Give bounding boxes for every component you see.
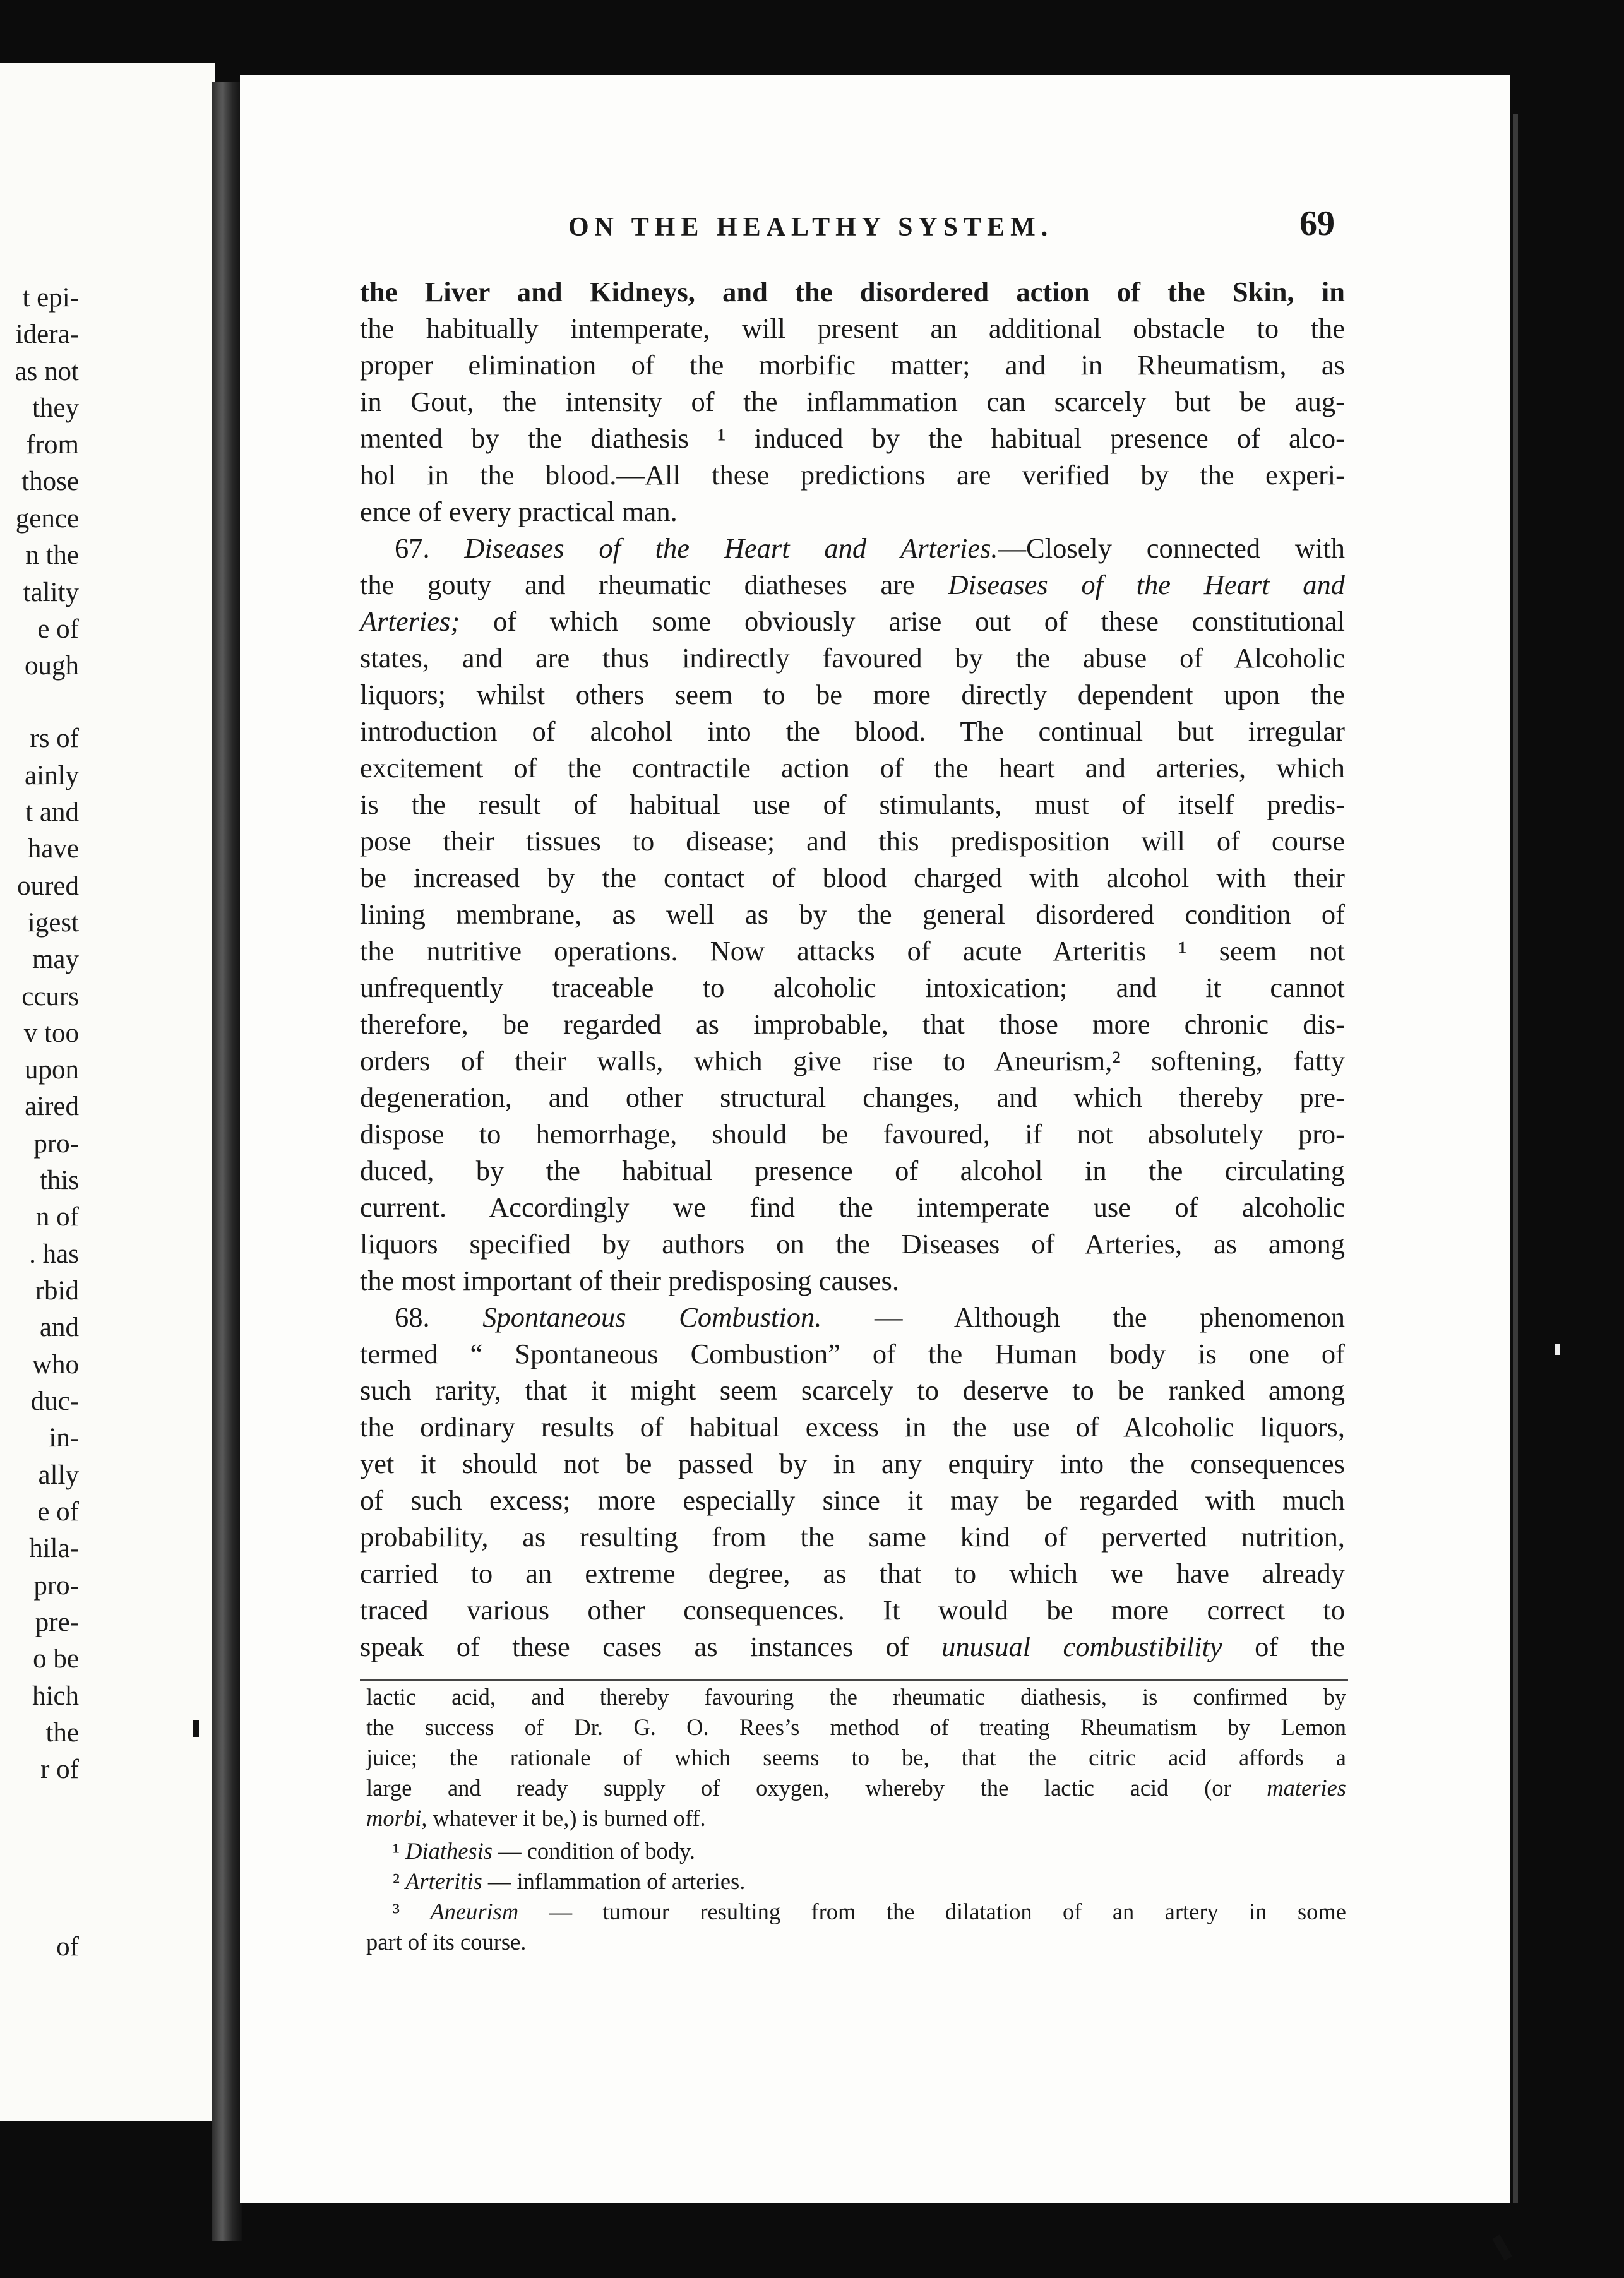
running-head: ON THE HEALTHY SYSTEM. — [568, 213, 1054, 242]
body-line: Arteries; of which some obviously arise out of these constitutional — [360, 605, 1345, 637]
left-page-line: rs of — [30, 724, 79, 753]
body-line: excitement of the contractile action of the heart and arteries, which — [360, 752, 1345, 784]
left-page-line: this — [39, 1166, 79, 1195]
left-page-line: duc- — [30, 1386, 79, 1416]
body-line: the Liver and Kidneys, and the disordered action of the Skin, in — [360, 276, 1345, 307]
page-edge — [1513, 114, 1518, 2203]
footnote-divider — [360, 1679, 1348, 1681]
left-page-line: have — [27, 834, 79, 864]
left-page-line: hila- — [29, 1534, 79, 1563]
footnote-line: ³ Aneurism — tumour resulting from the dilatation of an artery in some — [393, 1899, 1346, 1924]
body-line: duced, by the habitual presence of alcohol in the circulating — [360, 1155, 1345, 1186]
left-page-line: o be — [33, 1644, 79, 1674]
left-page-line: hich — [32, 1681, 79, 1711]
footnote-line: part of its course. — [366, 1929, 527, 1955]
left-page-line: n of — [35, 1202, 79, 1232]
book-gutter — [212, 82, 242, 2241]
left-page-line: gence — [15, 504, 79, 534]
body-line: the nutritive operations. Now attacks of acute Arteritis ¹ seem not — [360, 935, 1345, 967]
body-line: liquors specified by authors on the Diseases of Arteries, as among — [360, 1228, 1345, 1260]
body-line: in Gout, the intensity of the inflammation can scarcely but be aug- — [360, 386, 1345, 417]
left-page-line: v too — [23, 1018, 79, 1048]
left-page-line: igest — [27, 908, 79, 938]
left-page-line: those — [21, 467, 79, 496]
footnote-line: large and ready supply of oxygen, whereby the lactic acid (or materies — [366, 1775, 1346, 1801]
page-number: 69 — [1299, 204, 1335, 243]
body-line: 67. Diseases of the Heart and Arteries.—Closely connected with — [395, 532, 1345, 564]
left-page-line: who — [32, 1350, 79, 1380]
left-page-line: n the — [25, 540, 79, 570]
left-page-line: . has — [29, 1239, 79, 1269]
left-page-line: idera- — [15, 319, 79, 349]
body-line: lining membrane, as well as by the general disordered condition of — [360, 898, 1345, 930]
footnote-line: the success of Dr. G. O. Rees’s method of treating Rheumatism by Lemon — [366, 1714, 1346, 1740]
body-line: current. Accordingly we find the intemperate use of alcoholic — [360, 1191, 1345, 1223]
left-page-line: r of — [40, 1755, 79, 1784]
scan-speck — [193, 1720, 199, 1737]
left-page-line: they — [32, 393, 79, 423]
left-page-line: the — [45, 1718, 79, 1748]
left-page-line: ough — [25, 651, 79, 681]
left-page-line: in- — [49, 1423, 79, 1453]
body-line: proper elimination of the morbific matter; and in Rheumatism, as — [360, 349, 1345, 381]
body-line: termed “ Spontaneous Combustion” of the Human body is one of — [360, 1338, 1345, 1369]
left-page-line: of — [56, 1932, 79, 1962]
body-line: carried to an extreme degree, as that to which we have already — [360, 1558, 1345, 1589]
body-line: the habitually intemperate, will present an additional obstacle to the — [360, 313, 1345, 344]
body-line: degeneration, and other structural changes, and which thereby pre- — [360, 1082, 1345, 1113]
left-page-line: tality — [23, 578, 79, 607]
body-line: states, and are thus indirectly favoured by the abuse of Alcoholic — [360, 642, 1345, 674]
body-line: traced various other consequences. It would be more correct to — [360, 1594, 1345, 1626]
body-line: the most important of their predisposing causes. — [360, 1265, 899, 1296]
left-page-line: and — [39, 1313, 79, 1342]
scan-speck — [1555, 1344, 1560, 1355]
body-line: pose their tissues to disease; and this predisposition will of course — [360, 825, 1345, 857]
scan-speck — [1492, 2234, 1512, 2261]
body-line: the gouty and rheumatic diatheses are Diseases of the Heart and — [360, 569, 1345, 600]
body-line: introduction of alcohol into the blood. The continual but irregular — [360, 715, 1345, 747]
body-line: yet it should not be passed by in any enquiry into the consequences — [360, 1448, 1345, 1479]
body-line: probability, as resulting from the same kind of perverted nutrition, — [360, 1521, 1345, 1553]
body-line: orders of their walls, which give rise to Aneurism,² softening, fatty — [360, 1045, 1345, 1076]
body-line: unfrequently traceable to alcoholic intoxication; and it cannot — [360, 972, 1345, 1003]
left-page-line: as not — [15, 357, 79, 386]
body-line: such rarity, that it might seem scarcely to deserve to be ranked among — [360, 1375, 1345, 1406]
body-line: therefore, be regarded as improbable, that those more chronic dis- — [360, 1008, 1345, 1040]
body-line: the ordinary results of habitual excess in the use of Alcoholic liquors, — [360, 1411, 1345, 1443]
body-line: hol in the blood.—All these predictions are verified by the experi- — [360, 459, 1345, 491]
left-page-line: ally — [38, 1460, 79, 1490]
left-page-line: oured — [17, 871, 79, 901]
left-page-line: pro- — [33, 1129, 79, 1159]
left-page-line: ccurs — [21, 982, 79, 1011]
left-page-line: may — [32, 945, 79, 974]
left-page-line: upon — [25, 1055, 79, 1085]
footnote-line: lactic acid, and thereby favouring the rheumatic diathesis, is confirmed by — [366, 1684, 1346, 1710]
body-line: speak of these cases as instances of unusual combustibility of the — [360, 1631, 1346, 1662]
left-page-line: rbid — [35, 1276, 79, 1306]
body-line: ence of every practical man. — [360, 496, 678, 527]
left-page-line: aired — [25, 1092, 79, 1121]
left-page-line: from — [26, 430, 79, 460]
left-page-line: pre- — [35, 1607, 79, 1637]
body-line: dispose to hemorrhage, should be favoured, if not absolutely pro- — [360, 1118, 1345, 1150]
body-line: of such excess; more especially since it may be regarded with much — [360, 1484, 1345, 1516]
body-line: is the result of habitual use of stimulants, must of itself predis- — [360, 789, 1345, 820]
body-line: mented by the diathesis ¹ induced by the habitual presence of alco- — [360, 422, 1345, 454]
left-page-line: e of — [37, 614, 79, 644]
body-line: be increased by the contact of blood charged with alcohol with their — [360, 862, 1345, 893]
left-page-line: t and — [25, 797, 79, 827]
left-page-line: pro- — [33, 1571, 79, 1601]
left-facing-page — [0, 63, 215, 2121]
left-page-line: e of — [37, 1497, 79, 1527]
body-line: 68. Spontaneous Combustion. — Although the phenomenon — [395, 1301, 1346, 1333]
footnote-line: ² Arteritis — inflammation of arteries. — [393, 1868, 746, 1894]
left-page-line: t epi- — [22, 283, 79, 313]
footnote-line: morbi, whatever it be,) is burned off. — [366, 1805, 706, 1831]
left-page-line: ainly — [25, 761, 79, 790]
body-line: liquors; whilst others seem to be more directly dependent upon the — [360, 679, 1345, 710]
footnote-line: ¹ Diathesis — condition of body. — [393, 1838, 696, 1864]
footnote-line: juice; the rationale of which seems to be, that the citric acid affords a — [366, 1744, 1346, 1770]
